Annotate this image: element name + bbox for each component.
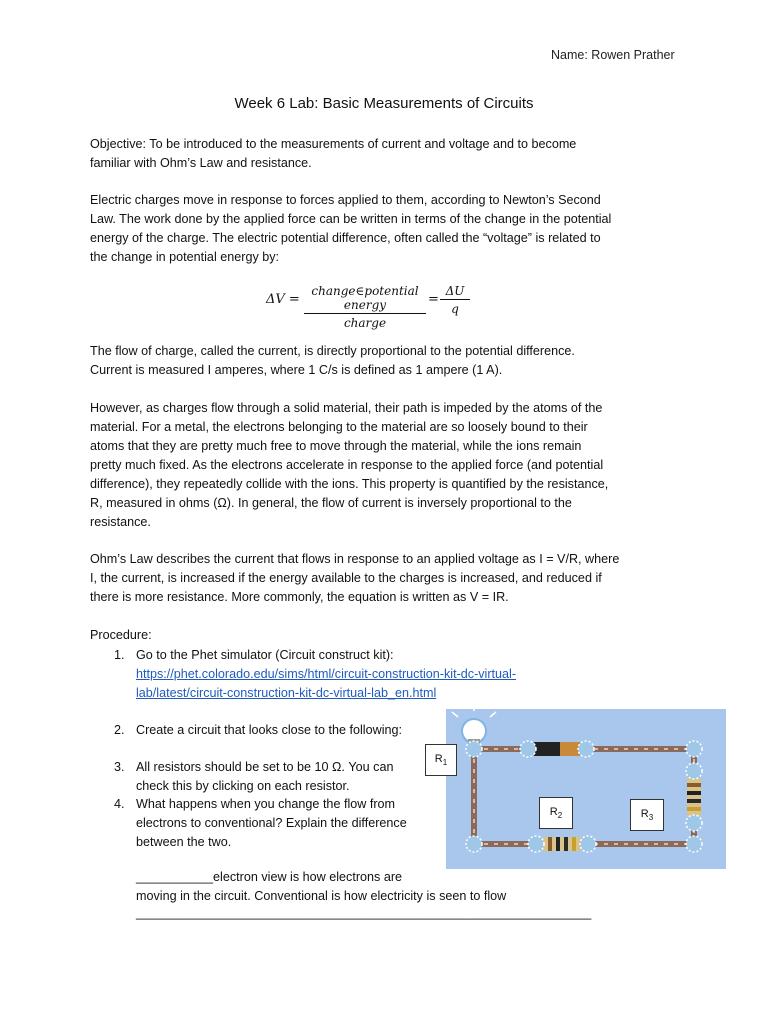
step-text [136, 646, 516, 703]
equation-fraction [304, 284, 426, 330]
intro-line: energy of the charge. The electric potential difference, often called the “voltage” is related to [90, 231, 601, 245]
procedure-step-1 [114, 646, 594, 706]
circuit-diagram [446, 709, 726, 869]
step-line: What happens when you change the flow from [136, 797, 396, 811]
intro-line: Law. The work done by the applied force can be written in terms of the change in the potential [90, 212, 612, 226]
ohms-line: there is more resistance. More commonly, the equation is written as V = IR. [90, 590, 509, 604]
circuit-nodes [466, 741, 702, 852]
phet-simulator-link[interactable]: https://phet.colorado.edu/sims/html/circuit-construction-kit-dc-virtual- [136, 667, 517, 681]
label-r1-sub: 1 [442, 758, 448, 768]
resistance-line: However, as charges flow through a solid material, their path is impeded by the atoms of the [90, 401, 603, 415]
step-number: 3. [114, 760, 125, 774]
label-r3-letter: R [640, 808, 649, 820]
current-line: Current is measured I amperes, where 1 C/s is defined as 1 ampere (1 A). [90, 363, 503, 377]
step-line: Go to the Phet simulator (Circuit construct kit): [136, 648, 394, 662]
resistance-line: resistance. [90, 515, 151, 529]
ohms-law-paragraph [90, 550, 682, 607]
step-line: between the two. [136, 835, 232, 849]
step-number: 4. [114, 797, 125, 811]
equation-equals: = [428, 292, 439, 307]
equation-denominator: charge [343, 316, 387, 330]
label-r3 [630, 799, 664, 831]
answer-line-3[interactable]: _________________________________________________________________ [136, 906, 592, 920]
student-name: Name: Rowen Prather [551, 48, 675, 62]
step-line: electrons to conventional? Explain the difference [136, 816, 407, 830]
resistor-r2-icon [542, 837, 582, 851]
step-line: check this by clicking on each resistor. [136, 779, 350, 793]
intro-paragraph [90, 191, 682, 267]
voltage-equation [266, 284, 506, 330]
step-text: Create a circuit that looks close to the following: [136, 723, 402, 737]
page-title: Week 6 Lab: Basic Measurements of Circuits [234, 95, 534, 112]
equation-rhs-fraction [440, 284, 470, 316]
intro-line: the change in potential energy by: [90, 250, 280, 264]
ohms-line: Ohm’s Law describes the current that flows in response to an applied voltage as I = V/R, where [90, 552, 620, 566]
equation-numerator: change∈potential energy [311, 284, 419, 312]
procedure-step-2 [114, 721, 444, 741]
label-r1-letter: R [434, 753, 443, 765]
procedure-step-4 [114, 795, 424, 855]
step-number: 1. [114, 648, 125, 662]
objective-line-1: Objective: To be introduced to the measurements of current and voltage and to become [90, 137, 577, 151]
resistor-r3-icon [687, 777, 701, 817]
resistance-line: atoms that they are pretty much free to move through the material, while the ions remain [90, 439, 582, 453]
step-text [136, 758, 393, 796]
label-r2-sub: 2 [557, 811, 563, 821]
current-paragraph [90, 342, 682, 380]
equation-rhs-denominator: q [451, 302, 459, 316]
label-r2-letter: R [549, 806, 558, 818]
resistance-line: R, measured in ohms (Ω). In general, the flow of current is inversely proportional to the [90, 496, 572, 510]
resistance-paragraph [90, 399, 682, 532]
intro-line: Electric charges move in response to forces applied to them, according to Newton’s Second [90, 193, 601, 207]
equation-lhs: ΔV = [266, 292, 300, 307]
resistance-line: pretty much fixed. As the electrons accelerate in response to the applied force (and potential [90, 458, 604, 472]
answer-line-1[interactable]: ___________electron view is how electrons are [136, 870, 403, 884]
ohms-line: I, the current, is increased if the energy available to the charges is increased, and reduced if [90, 571, 602, 585]
battery-icon [534, 742, 580, 756]
step-number: 2. [114, 723, 125, 737]
label-r1 [425, 744, 457, 776]
step-line: All resistors should be set to be 10 Ω. You can [136, 760, 394, 774]
equation-rhs-numerator: ΔU [445, 284, 465, 298]
objective-paragraph [90, 135, 682, 173]
resistance-line: material. For a metal, the electrons belonging to the material are so loosely bound to their [90, 420, 588, 434]
procedure-step-3 [114, 758, 414, 798]
resistance-line: difference), they repeatedly collide with the ions. This property is quantified by the resistance, [90, 477, 609, 491]
step-text [136, 795, 407, 852]
current-line: The flow of charge, called the current, is directly proportional to the potential difference. [90, 344, 575, 358]
circuit-svg [446, 709, 726, 869]
label-r3-sub: 3 [648, 813, 654, 823]
label-r2 [539, 797, 573, 829]
phet-simulator-link[interactable]: lab/latest/circuit-construction-kit-dc-virtual-lab_en.html [136, 686, 437, 700]
procedure-heading: Procedure: [90, 628, 152, 642]
answer-line-2: moving in the circuit. Conventional is how electricity is seen to flow [136, 889, 507, 903]
objective-line-2: familiar with Ohm’s Law and resistance. [90, 156, 312, 170]
